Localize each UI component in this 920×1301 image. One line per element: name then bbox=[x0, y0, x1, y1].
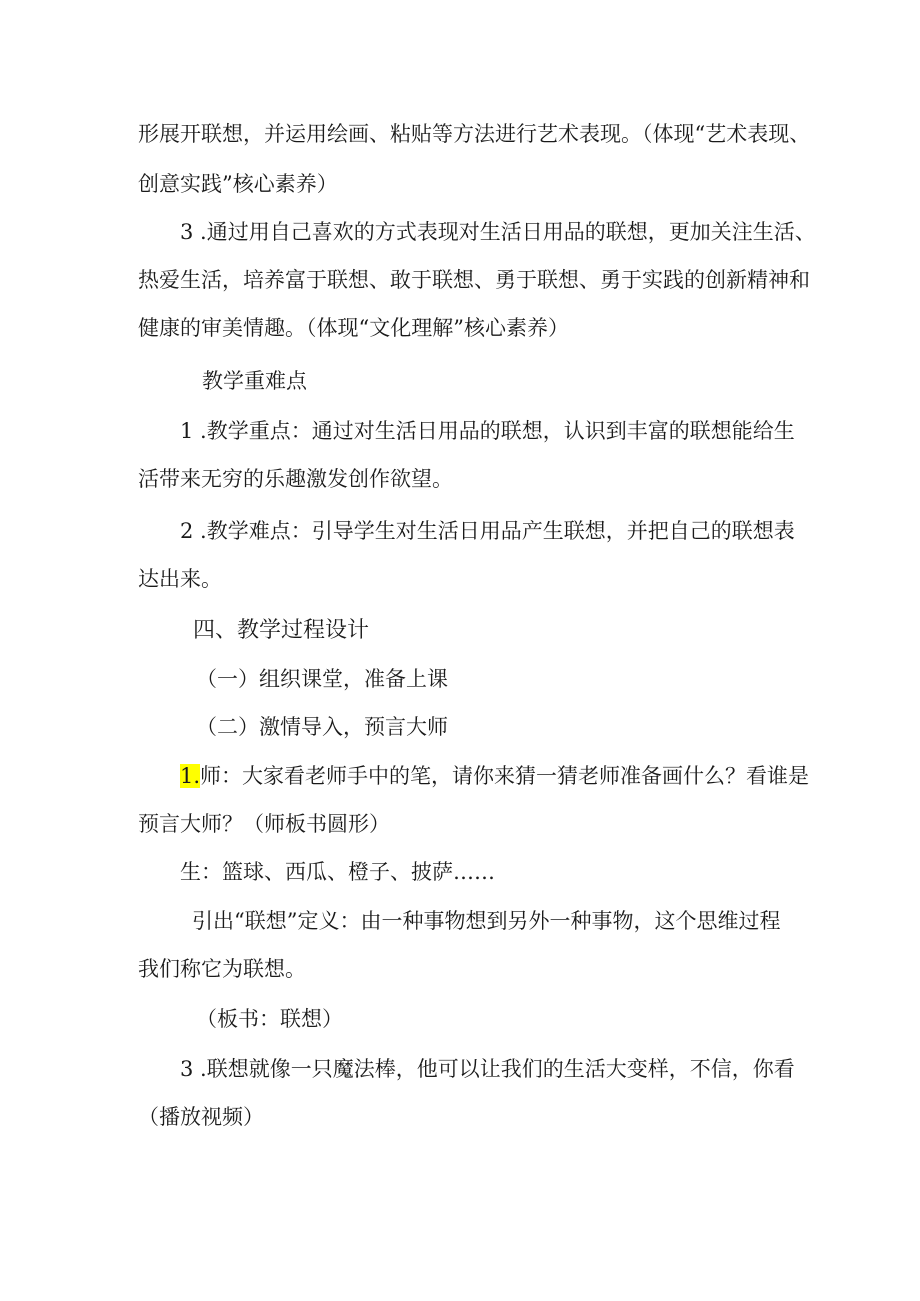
paragraph-line: 3 .联想就像一只魔法棒，他可以让我们的生活大变样，不信，你看 bbox=[180, 1057, 795, 1081]
paragraph-line: 2 .教学难点：引导学生对生活日用品产生联想，并把自己的联想表 bbox=[180, 519, 795, 543]
paragraph-line: 热爱生活，培养富于联想、敢于联想、勇于联想、勇于实践的创新精神和 bbox=[138, 268, 810, 292]
paragraph-line: 创意实践”核心素养） bbox=[138, 172, 338, 196]
paragraph-line: 预言大师？（师板书圆形） bbox=[138, 812, 390, 836]
step-title: （二）激情导入，预言大师 bbox=[196, 715, 448, 739]
paragraph-line: 1 .教学重点：通过对生活日用品的联想，认识到丰富的联想能给生 bbox=[180, 419, 795, 443]
step-title: （一）组织课堂，准备上课 bbox=[196, 667, 448, 691]
paragraph-line: 健康的审美情趣。（体现“文化理解”核心素养） bbox=[138, 316, 569, 340]
board-note: （板书：联想） bbox=[196, 1007, 343, 1031]
paragraph-line: 3 .通过用自己喜欢的方式表现对生活日用品的联想，更加关注生活、 bbox=[180, 220, 816, 244]
subsection-title: 教学重难点 bbox=[202, 369, 307, 393]
section-heading: 四、教学过程设计 bbox=[193, 618, 370, 643]
paragraph-line: 引出“联想”定义：由一种事物想到另外一种事物，这个思维过程 bbox=[192, 909, 781, 933]
question-text: 师：大家看老师手中的笔，请你来猜一猜老师准备画什么？看谁是 bbox=[200, 764, 810, 788]
paragraph-line: 我们称它为联想。 bbox=[138, 957, 306, 981]
paragraph-line bbox=[180, 762, 809, 790]
paragraph-line: （播放视频） bbox=[138, 1105, 264, 1129]
paragraph-line: 活带来无穷的乐趣激发创作欲望。 bbox=[138, 467, 453, 491]
student-answer: 生：篮球、西瓜、橙子、披萨…… bbox=[180, 860, 495, 884]
highlighted-number: 1. bbox=[180, 764, 201, 788]
paragraph-line: 形展开联想，并运用绘画、粘贴等方法进行艺术表现。（体现“艺术表现、 bbox=[138, 122, 811, 146]
paragraph-line: 达出来。 bbox=[138, 567, 222, 591]
